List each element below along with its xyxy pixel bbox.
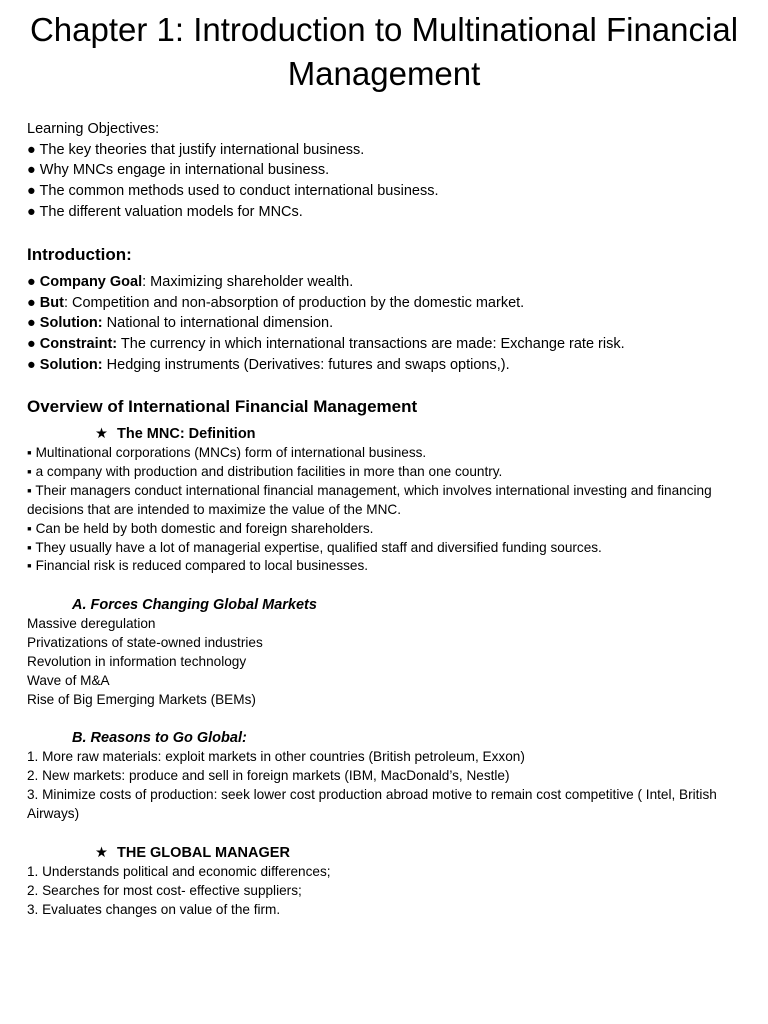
- mnc-definition-heading: [95, 424, 695, 444]
- manager-item: 2. Searches for most cost- effective suppliers;: [27, 882, 302, 898]
- bullet: ●: [27, 274, 40, 290]
- mnc-heading-text: The MNC: Definition: [117, 426, 256, 442]
- intro-label: Constraint:: [39, 336, 118, 353]
- bullet: ●: [27, 315, 40, 332]
- manager-item: 3. Evaluates changes on value of the firm.: [27, 901, 281, 917]
- reasons-item: Airways): [27, 805, 80, 821]
- mnc-item: ▪ Financial risk is reduced compared to local businesses.: [27, 558, 369, 574]
- intro-label: Solution:: [39, 356, 103, 373]
- intro-text: : Maximizing shareholder wealth.: [142, 274, 354, 290]
- global-manager-heading: [95, 843, 695, 863]
- intro-item: [27, 272, 752, 293]
- intro-item: [27, 355, 752, 376]
- star-icon: ★: [95, 426, 108, 442]
- objective-item: ● The common methods used to conduct international business.: [27, 183, 439, 200]
- global-manager-heading-text: THE GLOBAL MANAGER: [117, 845, 290, 861]
- intro-label: Company Goal: [39, 274, 143, 290]
- bullet: ●: [27, 294, 40, 311]
- intro-label: But: [39, 294, 64, 311]
- bullet: ●: [27, 336, 40, 353]
- forces-list: [27, 615, 752, 710]
- bullet: ●: [27, 356, 40, 373]
- learning-objectives-section: [27, 119, 752, 223]
- intro-item: [27, 293, 752, 314]
- mnc-item: ▪ a company with production and distribution facilities in more than one country.: [27, 463, 503, 479]
- introduction-list: [27, 272, 752, 376]
- reasons-item: 1. More raw materials: exploit markets in other countries (British petroleum, Exxon): [27, 749, 525, 764]
- intro-item: [27, 334, 752, 355]
- manager-item: 1. Understands political and economic differences;: [27, 864, 331, 879]
- intro-text: Hedging instruments (Derivatives: futures and swaps options,).: [102, 356, 510, 373]
- overview-heading: Overview of International Financial Management: [27, 397, 418, 416]
- introduction-heading: Introduction:: [27, 245, 132, 264]
- intro-item: [27, 313, 752, 334]
- forces-heading: A. Forces Changing Global Markets: [72, 597, 317, 613]
- star-icon: ★: [95, 845, 108, 861]
- mnc-item: ▪ They usually have a lot of managerial expertise, qualified staff and diversified funding sources.: [27, 539, 602, 555]
- forces-item: Rise of Big Emerging Markets (BEMs): [27, 691, 256, 707]
- intro-text: The currency in which international transactions are made: Exchange rate risk.: [117, 336, 625, 353]
- mnc-item: ▪ Multinational corporations (MNCs) form of international business.: [27, 445, 427, 460]
- chapter-title: Chapter 1: Introduction to Multinational Financial Management: [29, 11, 739, 92]
- global-manager-list: [27, 863, 752, 920]
- mnc-item: decisions that are intended to maximize the value of the MNC.: [27, 501, 402, 517]
- objective-item: ● Why MNCs engage in international business.: [27, 162, 330, 179]
- mnc-item: ▪ Their managers conduct international financial management, which involves international investing and financing: [27, 482, 712, 498]
- reasons-item: 2. New markets: produce and sell in foreign markets (IBM, MacDonald’s, Nestle): [27, 767, 510, 783]
- intro-text: National to international dimension.: [102, 315, 334, 332]
- forces-item: Wave of M&A: [27, 672, 110, 688]
- forces-item: Massive deregulation: [27, 616, 156, 631]
- reasons-item: 3. Minimize costs of production: seek lower cost production abroad motive to remain cost competitive ( Intel, British: [27, 786, 717, 802]
- intro-label: Solution:: [39, 315, 103, 332]
- mnc-item: ▪ Can be held by both domestic and foreign shareholders.: [27, 520, 374, 536]
- reasons-heading: B. Reasons to Go Global:: [72, 730, 247, 746]
- learning-objectives-heading: Learning Objectives:: [27, 121, 160, 137]
- mnc-definition-list: [27, 444, 752, 576]
- reasons-list: [27, 748, 752, 824]
- forces-item: Privatizations of state-owned industries: [27, 634, 263, 650]
- objective-item: ● The different valuation models for MNCs.: [27, 203, 303, 220]
- forces-item: Revolution in information technology: [27, 653, 247, 669]
- objective-item: ● The key theories that justify international business.: [27, 141, 365, 158]
- intro-text: : Competition and non-absorption of production by the domestic market.: [63, 294, 525, 311]
